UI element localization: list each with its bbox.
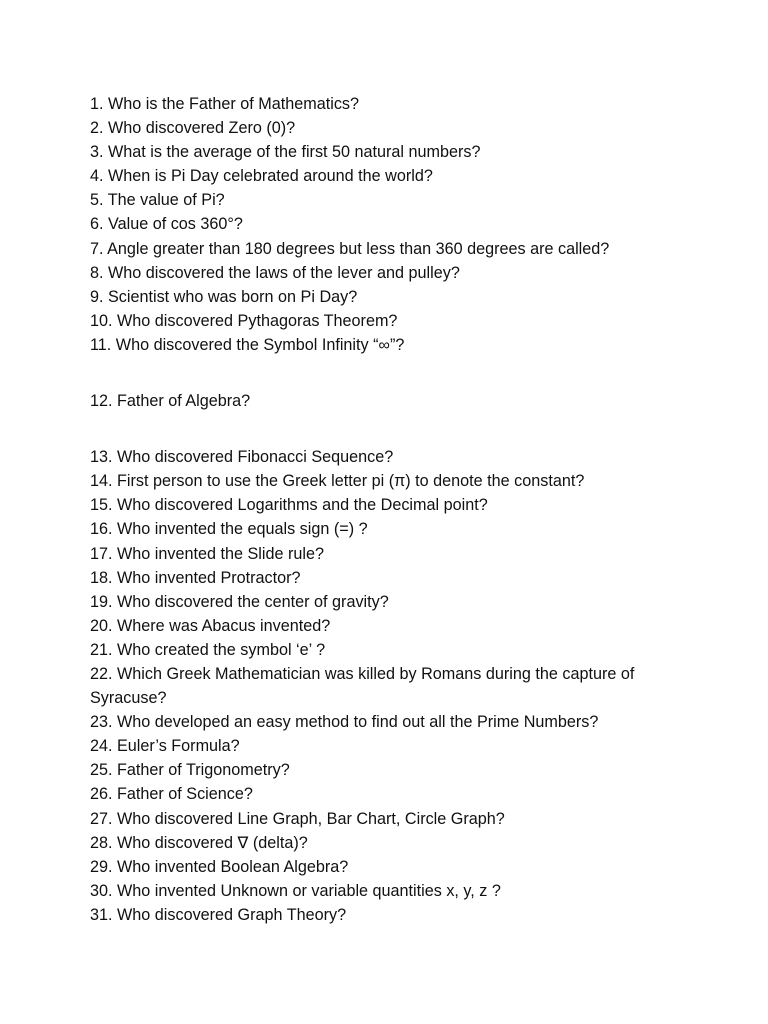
question-13: 13. Who discovered Fibonacci Sequence? [90,448,394,467]
question-27: 27. Who discovered Line Graph, Bar Chart, Circle Graph? [90,809,505,828]
question-6: 6. Value of cos 360°? [90,215,243,234]
question-23: 23. Who developed an easy method to find out all the Prime Numbers? [90,713,599,732]
question-21: 21. Who created the symbol ‘e’ ? [90,640,326,659]
question-25: 25. Father of Trigonometry? [90,761,290,780]
question-31: 31. Who discovered Graph Theory? [90,905,347,924]
question-7: 7. Angle greater than 180 degrees but less than 360 degrees are called? [90,239,610,258]
question-9: 9. Scientist who was born on Pi Day? [90,287,358,306]
question-19: 19. Who discovered the center of gravity? [90,592,389,611]
question-list [90,92,690,927]
question-24: 24. Euler’s Formula? [90,737,240,756]
question-18: 18. Who invented Protractor? [90,568,301,587]
question-1: 1. Who is the Father of Mathematics? [90,95,360,113]
question-28: 28. Who discovered ∇ (delta)? [90,833,308,852]
question-11: 11. Who discovered the Symbol Infinity “∞”? [90,335,405,354]
question-14: 14. First person to use the Greek letter pi (π) to denote the constant? [90,472,585,491]
question-16: 16. Who invented the equals sign (=) ? [90,520,368,539]
question-12: 12. Father of Algebra? [90,392,251,411]
question-29: 29. Who invented Boolean Algebra? [90,857,349,876]
question-15: 15. Who discovered Logarithms and the Decimal point? [90,496,488,515]
question-2: 2. Who discovered Zero (0)? [90,119,296,138]
question-17: 17. Who invented the Slide rule? [90,544,324,563]
question-22: 22. Which Greek Mathematician was killed by Romans during the capture of Syracuse? [90,664,635,708]
question-5: 5. The value of Pi? [90,191,225,210]
question-4: 4. When is Pi Day celebrated around the world? [90,167,433,186]
question-30: 30. Who invented Unknown or variable quantities x, y, z ? [90,881,501,900]
question-20: 20. Where was Abacus invented? [90,616,331,635]
question-8: 8. Who discovered the laws of the lever and pulley? [90,263,460,282]
question-10: 10. Who discovered Pythagoras Theorem? [90,311,398,330]
question-3: 3. What is the average of the first 50 natural numbers? [90,143,481,162]
question-26: 26. Father of Science? [90,785,253,804]
